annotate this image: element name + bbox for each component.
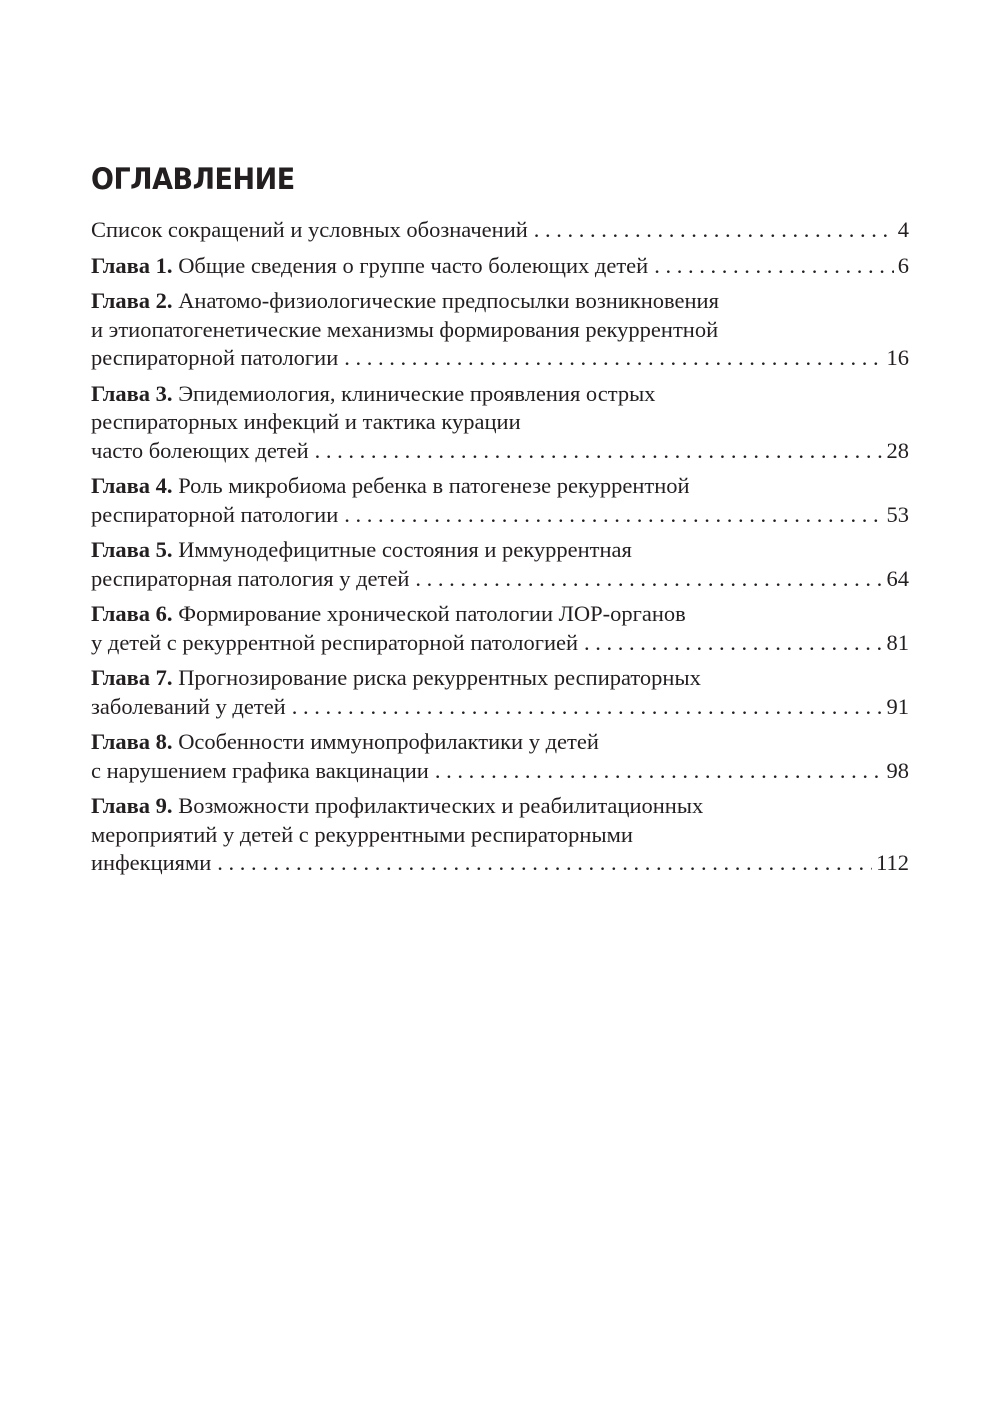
toc-entry-text: респираторной патологии: [91, 345, 339, 370]
chapter-label: Глава 3.: [91, 380, 173, 406]
toc-entry[interactable]: [91, 472, 909, 529]
toc-entry-text: Эпидемиология, клинические проявления острых: [178, 380, 656, 406]
toc-entry[interactable]: [91, 600, 909, 657]
toc-entry-last-line: [91, 757, 909, 786]
dot-leader: [654, 252, 894, 281]
toc-entry-text: у детей с рекуррентной респираторной патологией: [91, 629, 579, 655]
toc-entry-text: мероприятий у детей с рекуррентными респираторными: [91, 821, 633, 847]
page-number: 4: [897, 217, 909, 242]
dot-leader: [344, 344, 882, 373]
toc-entry-text: Формирование хронической патологии ЛОР-органов: [178, 601, 686, 626]
page-number: 81: [886, 629, 909, 655]
toc-entry-line: [91, 600, 909, 629]
page-number: 28: [886, 437, 909, 463]
chapter-label: Глава 5.: [91, 537, 173, 562]
toc-entry[interactable]: [91, 380, 909, 466]
page-number: 91: [886, 693, 909, 719]
toc-entry-last-line: [91, 565, 909, 594]
page-number: 112: [876, 850, 909, 875]
toc-entry-last-line: [91, 693, 909, 722]
toc-entry-text: часто болеющих детей: [91, 437, 309, 463]
page-number: 98: [886, 757, 909, 783]
toc-entry-line: [91, 472, 909, 501]
toc-entry[interactable]: [91, 664, 909, 721]
toc-entry-last-line: [91, 252, 909, 281]
toc-entry-line: [91, 287, 909, 316]
dot-leader: [415, 565, 882, 594]
dot-leader: [292, 693, 883, 722]
toc-entry-line: [91, 408, 909, 437]
toc-entry-text: Общие сведения о группе часто болеющих детей: [178, 252, 649, 278]
toc-entry-text: Прогнозирование риска рекуррентных респираторных: [178, 665, 701, 690]
chapter-label: Глава 9.: [91, 793, 173, 818]
chapter-label: Глава 8.: [91, 729, 173, 754]
chapter-label: Глава 4.: [91, 473, 173, 498]
dot-leader: [435, 757, 883, 786]
toc-entry-text: Особенности иммунопрофилактики у детей: [178, 729, 599, 754]
toc-entry-text: и этиопатогенетические механизмы формирования рекуррентной: [91, 316, 719, 342]
dot-leader: [534, 216, 894, 245]
page-number: 53: [886, 501, 909, 527]
toc-entry-text: Анатомо-физиологические предпосылки возникновения: [178, 288, 719, 313]
chapter-label: Глава 7.: [91, 665, 173, 690]
toc-entry[interactable]: [91, 252, 909, 281]
page-number: 6: [897, 252, 909, 278]
chapter-label: Глава 1.: [91, 252, 173, 278]
toc-entry-last-line: [91, 216, 909, 245]
dot-leader: [584, 629, 882, 658]
chapter-label: Глава 6.: [91, 601, 173, 626]
toc-entry-line: [91, 792, 909, 821]
toc-entry[interactable]: [91, 728, 909, 785]
toc-entry-text: инфекциями: [91, 850, 212, 875]
toc-entry-text: респираторной патологии: [91, 501, 339, 527]
chapter-label: Глава 2.: [91, 288, 173, 313]
toc-entry[interactable]: [91, 287, 909, 373]
page-title: ОГЛАВЛЕНИЕ: [91, 162, 295, 196]
dot-leader: [344, 501, 882, 530]
toc-entry-text: Возможности профилактических и реабилитационных: [178, 793, 704, 818]
table-of-contents: [91, 150, 909, 885]
dot-leader: [217, 849, 872, 878]
toc-entry-line: [91, 316, 909, 345]
toc-entry-last-line: [91, 629, 909, 658]
toc-entry-text: Роль микробиома ребенка в патогенезе рекуррентной: [178, 473, 690, 498]
toc-entry-line: [91, 536, 909, 565]
page-number: 64: [886, 565, 909, 591]
toc-entry[interactable]: [91, 536, 909, 593]
toc-entry-text: респираторных инфекций и тактика курации: [91, 409, 521, 434]
toc-entry-line: [91, 728, 909, 757]
toc-entry-last-line: [91, 501, 909, 530]
toc-entry-text: заболеваний у детей: [91, 693, 286, 719]
toc-entry-text: Список сокращений и условных обозначений: [91, 217, 528, 242]
toc-entry-line: [91, 664, 909, 693]
toc-entry-last-line: [91, 437, 909, 466]
toc-entry-line: [91, 821, 909, 850]
toc-entry-text: с нарушением графика вакцинации: [91, 757, 429, 783]
toc-entry-last-line: [91, 849, 909, 878]
toc-entry[interactable]: [91, 792, 909, 878]
toc-list: [91, 216, 909, 878]
toc-entry-text: Иммунодефицитные состояния и рекуррентная: [178, 537, 632, 562]
toc-entry-last-line: [91, 344, 909, 373]
toc-entry-text: респираторная патология у детей: [91, 565, 410, 591]
toc-entry[interactable]: [91, 216, 909, 245]
toc-entry-line: [91, 380, 909, 409]
dot-leader: [315, 437, 883, 466]
page-number: 16: [886, 345, 909, 370]
